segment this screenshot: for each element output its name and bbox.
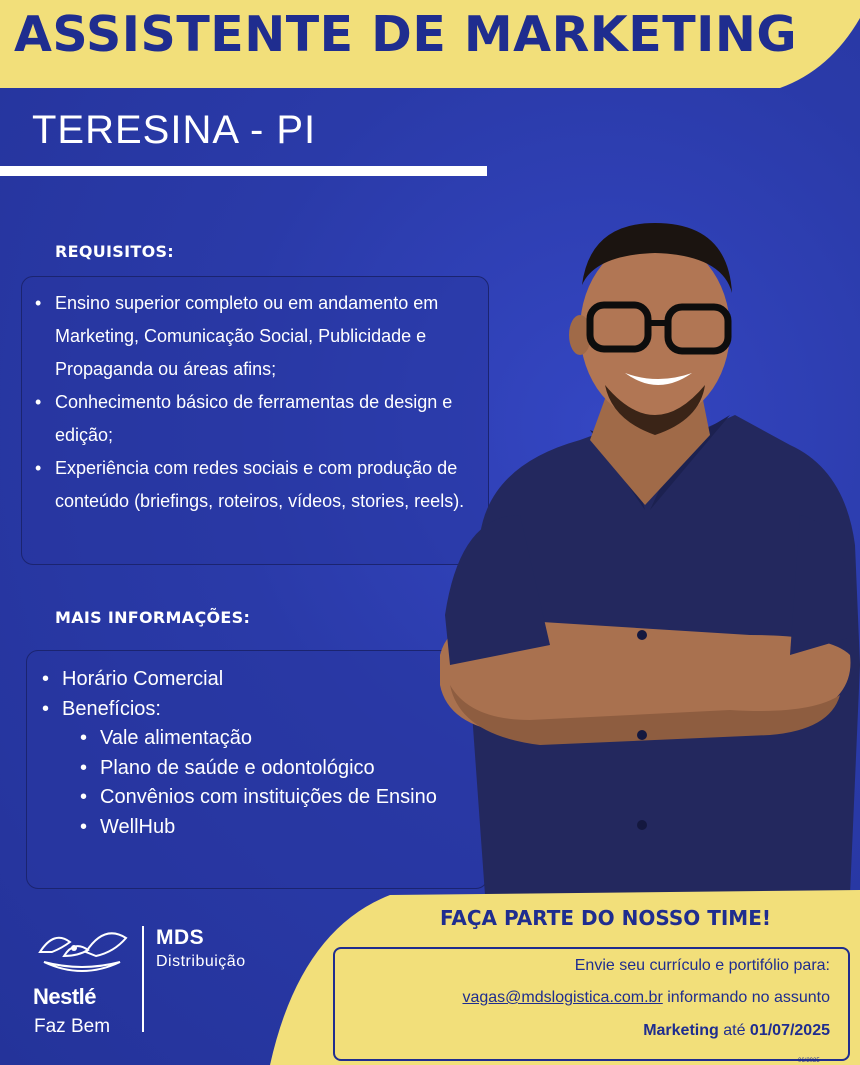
benefits-list (62, 724, 479, 842)
list-item: • WellHub (100, 813, 479, 843)
location-city: TERESINA - PI (32, 108, 317, 152)
list-item: • Convênios com instituições de Ensino (100, 783, 479, 813)
email-link[interactable]: vagas@mdslogistica.com.br (462, 989, 663, 1006)
brand-logos (30, 920, 280, 1040)
person-photo (430, 215, 860, 895)
nestle-logo: Nestlé (33, 984, 97, 1009)
title-banner (0, 0, 860, 88)
benefits-label: Benefícios: (62, 697, 161, 720)
cta-instruction: Envie seu currículo e portifólio para: (574, 957, 830, 974)
more-info-list (62, 665, 479, 842)
list-item: • Plano de saúde e odontológico (100, 754, 479, 784)
cta-email-line (462, 989, 830, 1007)
cta-box (333, 947, 850, 1061)
location-underline (0, 166, 487, 176)
list-item: • Vale alimentação (100, 724, 479, 754)
cta-deadline: 01/07/2025 (749, 1022, 830, 1039)
cta-subject: Marketing (643, 1022, 719, 1039)
nestle-nest-icon (34, 922, 130, 978)
requirements-box (21, 276, 489, 565)
nestle-tagline: Faz Bem (34, 1016, 111, 1037)
logo-divider (142, 926, 144, 1032)
list-item: • Conhecimento básico de ferramentas de design e edição; (55, 386, 480, 452)
job-title: ASSISTENTE DE MARKETING (14, 6, 798, 63)
mds-logo: MDS (156, 926, 205, 949)
mds-subtitle: Distribuição (156, 953, 246, 970)
list-item (62, 695, 479, 843)
cta-until: até (718, 1022, 750, 1039)
list-item: • Ensino superior completo ou em andamento em Marketing, Comunicação Social, Publicidade e Propaganda ou áreas afins; (55, 287, 480, 386)
cta-title: FAÇA PARTE DO NOSSO TIME! (440, 906, 771, 930)
requirements-heading: REQUISITOS: (55, 242, 175, 261)
more-info-box (26, 650, 488, 889)
cta-deadline-line (643, 1022, 830, 1040)
footnote: 06/2025 (798, 1058, 820, 1064)
more-info-heading: MAIS INFORMAÇÕES: (55, 608, 251, 627)
cta-subject-note: informando no assunto (662, 989, 830, 1006)
list-item: • Horário Comercial (62, 665, 479, 695)
list-item: • Experiência com redes sociais e com produção de conteúdo (briefings, roteiros, vídeos, stories, reels). (55, 452, 480, 518)
requirements-list (55, 287, 480, 518)
